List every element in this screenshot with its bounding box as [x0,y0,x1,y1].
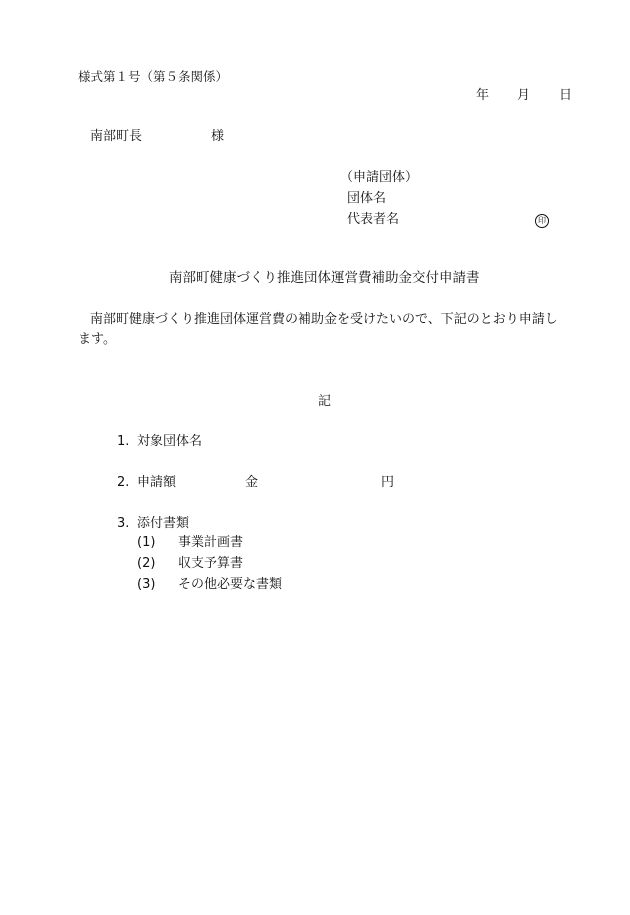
body-text-line-1: 南部町健康づくり推進団体運営費の補助金を受けたいので、下記のとおり申請し [90,312,558,327]
amount-prefix: 金 [245,475,259,490]
subitem-1-number: (1) [137,535,156,550]
amount-unit: 円 [381,475,395,490]
subitem-2-label: 収支予算書 [178,556,244,571]
seal-icon [535,212,549,228]
date-year-label: 年 [476,88,490,103]
item-2-label: 申請額 [137,475,177,490]
subitem-1-label: 事業計画書 [178,535,244,550]
form-number: 様式第１号（第５条関係） [78,69,229,84]
seal-mark: 印 [535,214,549,228]
applicant-section-label: （申請団体） [340,170,419,185]
item-2-number: 2. [117,475,130,490]
addressee-honorific: 様 [211,129,225,144]
representative-name-label: 代表者名 [347,212,400,227]
item-1-label: 対象団体名 [137,434,203,449]
subitem-2-number: (2) [137,556,156,571]
item-3-number: 3. [117,516,130,531]
item-3-label: 添付書類 [137,516,190,531]
ki-heading: 記 [318,394,332,409]
subitem-3-label: その他必要な書類 [178,577,283,592]
document-title: 南部町健康づくり推進団体運営費補助金交付申請書 [169,270,480,286]
addressee-name: 南部町長 [90,129,143,144]
organization-name-label: 団体名 [347,191,387,206]
subitem-3-number: (3) [137,577,156,592]
item-1-number: 1. [117,434,130,449]
date-day-label: 日 [559,88,573,103]
date-month-label: 月 [517,88,531,103]
body-text-line-2: ます。 [78,332,116,347]
